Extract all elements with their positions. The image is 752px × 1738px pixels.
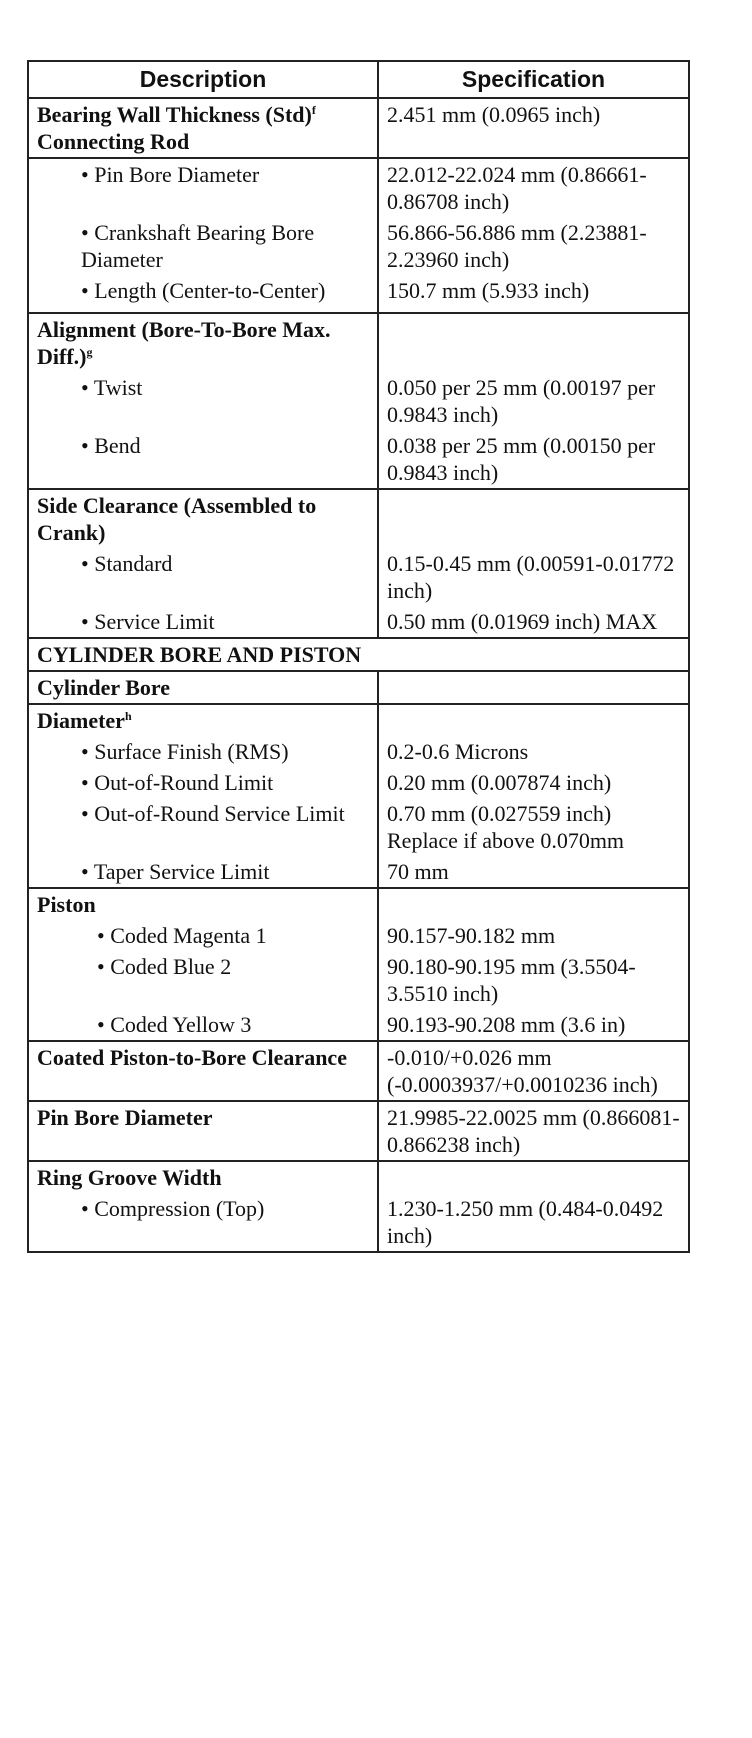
table-row bbox=[28, 767, 689, 798]
surface-finish-value: 0.2-0.6 Microns bbox=[378, 736, 689, 767]
table-row-pin-bore bbox=[28, 1101, 689, 1161]
table-row bbox=[28, 736, 689, 767]
alignment-label bbox=[28, 313, 378, 372]
table-row-diameter bbox=[28, 704, 689, 736]
bearing-label-text: Bearing Wall Thickness (Std) bbox=[37, 102, 312, 127]
list-item: • Coded Yellow 3 bbox=[28, 1009, 378, 1041]
out-of-round-label: Out-of-Round Limit bbox=[94, 770, 274, 795]
table-row-cylinder-bore bbox=[28, 671, 689, 704]
diameter-footnote: h bbox=[124, 709, 132, 723]
magenta-value: 90.157-90.182 mm bbox=[378, 920, 689, 951]
piston-label: Piston bbox=[28, 888, 378, 920]
table-row bbox=[28, 606, 689, 638]
table-row-ring-groove bbox=[28, 1161, 689, 1193]
length-label: Length (Center-to-Center) bbox=[94, 278, 326, 303]
pin-bore-diameter-label: Pin Bore Diameter bbox=[28, 1101, 378, 1161]
standard-label: Standard bbox=[94, 551, 173, 576]
list-item: • Surface Finish (RMS) bbox=[28, 736, 378, 767]
cylinder-bore-label: Cylinder Bore bbox=[28, 671, 378, 704]
table-row bbox=[28, 217, 689, 275]
bearing-footnote: f bbox=[311, 103, 316, 117]
list-item: • Service Limit bbox=[28, 606, 378, 638]
list-item: • Twist bbox=[28, 372, 378, 430]
table-row bbox=[28, 548, 689, 606]
magenta-label: Coded Magenta 1 bbox=[110, 923, 267, 948]
list-item: • Out-of-Round Service Limit bbox=[28, 798, 378, 856]
bend-label: Bend bbox=[94, 433, 141, 458]
specification-header: Specification bbox=[378, 61, 689, 98]
table-row-coated-clearance bbox=[28, 1041, 689, 1101]
table-row bbox=[28, 430, 689, 489]
pin-bore-label: Pin Bore Diameter bbox=[94, 162, 260, 187]
compression-value: 1.230-1.250 mm (0.484-0.0492 inch) bbox=[378, 1193, 689, 1252]
list-item: • Bend bbox=[28, 430, 378, 489]
yellow-label: Coded Yellow 3 bbox=[110, 1012, 252, 1037]
section-title: CYLINDER BORE AND PISTON bbox=[28, 638, 689, 671]
list-item: • Compression (Top) bbox=[28, 1193, 378, 1252]
yellow-value: 90.193-90.208 mm (3.6 in) bbox=[378, 1009, 689, 1041]
bearing-label bbox=[28, 98, 378, 158]
side-clearance-label: Side Clearance (Assembled to Crank) bbox=[28, 489, 378, 548]
compression-label: Compression (Top) bbox=[94, 1196, 265, 1221]
pin-bore-value: 22.012-22.024 mm (0.86661-0.86708 inch) bbox=[378, 158, 689, 217]
ring-groove-label: Ring Groove Width bbox=[28, 1161, 378, 1193]
table-row-piston bbox=[28, 888, 689, 920]
table-row-alignment bbox=[28, 313, 689, 372]
list-item: • Out-of-Round Limit bbox=[28, 767, 378, 798]
taper-label: Taper Service Limit bbox=[93, 859, 270, 884]
list-item: • Length (Center-to-Center) bbox=[28, 275, 378, 306]
out-of-round-service-value: 0.70 mm (0.027559 inch) Replace if above 0.070mm bbox=[378, 798, 689, 856]
list-item: • Pin Bore Diameter bbox=[28, 158, 378, 217]
table-row-side-clearance bbox=[28, 489, 689, 548]
table-row bbox=[28, 951, 689, 1009]
table-row bbox=[28, 920, 689, 951]
table-row-section bbox=[28, 638, 689, 671]
coated-clearance-label: Coated Piston-to-Bore Clearance bbox=[28, 1041, 378, 1101]
alignment-label-text: Alignment (Bore-To-Bore Max. Diff.) bbox=[37, 317, 331, 369]
table-row bbox=[28, 158, 689, 217]
coated-clearance-value: -0.010/+0.026 mm (-0.0003937/+0.0010236 inch) bbox=[378, 1041, 689, 1101]
diameter-label bbox=[28, 704, 378, 736]
description-header: Description bbox=[28, 61, 378, 98]
list-item: • Crankshaft Bearing Bore Diameter bbox=[28, 217, 378, 275]
list-item: • Coded Blue 2 bbox=[28, 951, 378, 1009]
list-item: • Taper Service Limit bbox=[28, 856, 378, 888]
bearing-value: 2.451 mm (0.0965 inch) bbox=[378, 98, 689, 158]
table-row bbox=[28, 1193, 689, 1252]
crank-bore-label: Crankshaft Bearing Bore Diameter bbox=[81, 220, 315, 272]
list-item: • Coded Magenta 1 bbox=[28, 920, 378, 951]
specification-table bbox=[27, 60, 690, 1253]
alignment-footnote: g bbox=[86, 345, 93, 359]
taper-value: 70 mm bbox=[378, 856, 689, 888]
pin-bore-diameter-value: 21.9985-22.0025 mm (0.866081-0.866238 inch) bbox=[378, 1101, 689, 1161]
standard-value: 0.15-0.45 mm (0.00591-0.01772 inch) bbox=[378, 548, 689, 606]
list-item: • Standard bbox=[28, 548, 378, 606]
table-row bbox=[28, 856, 689, 888]
connecting-rod-label: Connecting Rod bbox=[37, 129, 190, 154]
out-of-round-service-label: Out-of-Round Service Limit bbox=[94, 801, 345, 826]
twist-value: 0.050 per 25 mm (0.00197 per 0.9843 inch) bbox=[378, 372, 689, 430]
twist-label: Twist bbox=[93, 375, 143, 400]
surface-finish-label: Surface Finish (RMS) bbox=[94, 739, 289, 764]
table-row bbox=[28, 798, 689, 856]
table-row bbox=[28, 1009, 689, 1041]
length-value: 150.7 mm (5.933 inch) bbox=[378, 275, 689, 306]
service-limit-value: 0.50 mm (0.01969 inch) MAX bbox=[378, 606, 689, 638]
table-header-row bbox=[28, 61, 689, 98]
crank-bore-value: 56.866-56.886 mm (2.23881-2.23960 inch) bbox=[378, 217, 689, 275]
table-row bbox=[28, 372, 689, 430]
out-of-round-value: 0.20 mm (0.007874 inch) bbox=[378, 767, 689, 798]
service-limit-label: Service Limit bbox=[94, 609, 215, 634]
blue-value: 90.180-90.195 mm (3.5504-3.5510 inch) bbox=[378, 951, 689, 1009]
blue-label: Coded Blue 2 bbox=[110, 954, 232, 979]
table-row bbox=[28, 275, 689, 306]
table-row-bearing bbox=[28, 98, 689, 158]
diameter-label-text: Diameter bbox=[37, 708, 125, 733]
bend-value: 0.038 per 25 mm (0.00150 per 0.9843 inch) bbox=[378, 430, 689, 489]
